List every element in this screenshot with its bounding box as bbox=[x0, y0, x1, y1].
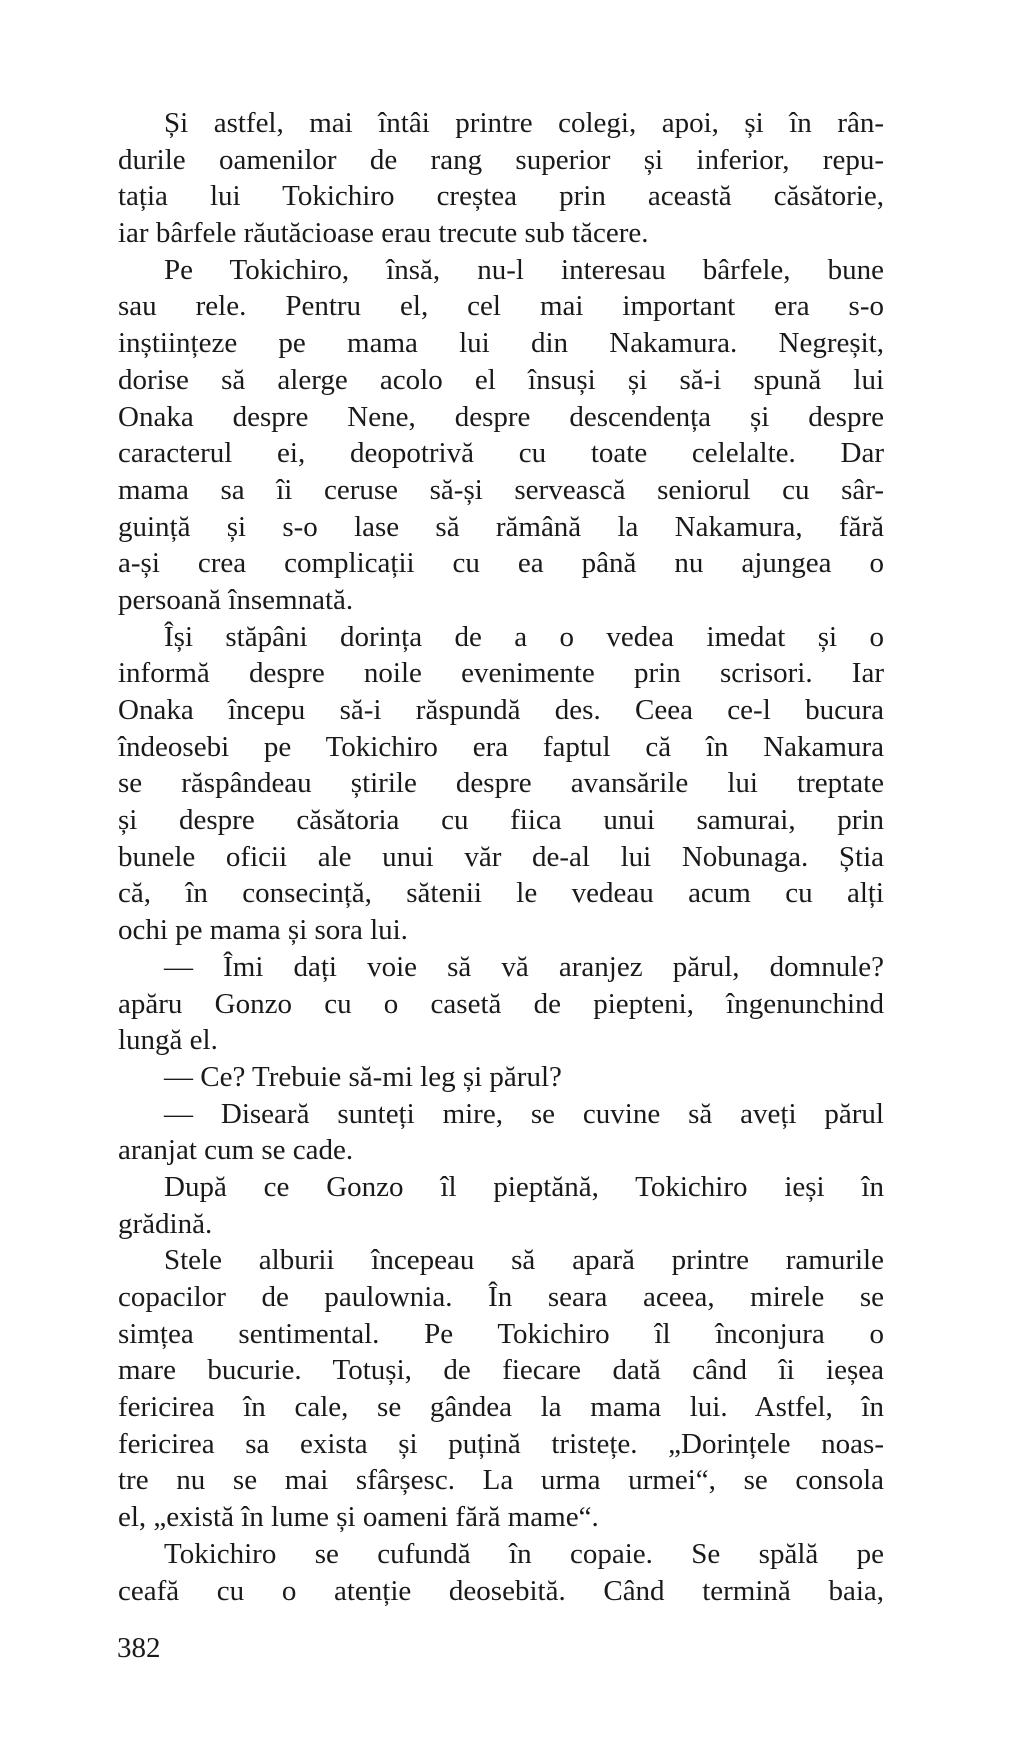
text-line: îndeosebi pe Tokichiro era faptul că în Nakamura bbox=[118, 730, 884, 763]
text-line: inștiințeze pe mama lui din Nakamura. Negreșit, bbox=[118, 327, 884, 360]
text-line: dorise să alerge acolo el însuși și să-i spună lui bbox=[118, 363, 884, 396]
text-line: el, „există în lume și oameni fără mame“. bbox=[118, 1501, 599, 1534]
text-line: Și astfel, mai întâi printre colegi, apoi, și în rân- bbox=[164, 107, 884, 139]
paragraph bbox=[118, 1096, 884, 1169]
text-line: ceafă cu o atenție deosebită. Când termină baia, bbox=[118, 1574, 884, 1607]
text-line: mare bucurie. Totuși, de fiecare dată când îi ieșea bbox=[118, 1354, 884, 1387]
text-line: bunele oficii ale unui văr de-al lui Nobunaga. Știa bbox=[118, 840, 884, 873]
text-line: — Ce? Trebuie să-mi leg și părul? bbox=[164, 1060, 562, 1093]
paragraph bbox=[118, 105, 884, 252]
text-line: caracterul ei, deopotrivă cu toate celelalte. Dar bbox=[118, 437, 884, 470]
paragraph bbox=[118, 1169, 884, 1242]
text-line: fericirea sa exista și puțină tristețe. „Dorințele noas- bbox=[118, 1427, 884, 1460]
text-line: apăru Gonzo cu o casetă de piepteni, îngenunchind bbox=[118, 987, 884, 1020]
text-line: guință și s-o lase să rămână la Nakamura, fără bbox=[118, 510, 884, 543]
text-line: Stele alburii începeau să apară printre ramurile bbox=[164, 1244, 884, 1277]
page-number: 382 bbox=[117, 1632, 161, 1664]
text-line: Pe Tokichiro, însă, nu-l interesau bârfele, bune bbox=[164, 253, 884, 286]
text-line: — Îmi dați voie să vă aranjez părul, domnule? bbox=[164, 950, 884, 983]
text-line: grădină. bbox=[118, 1207, 213, 1240]
text-line: aranjat cum se cade. bbox=[118, 1134, 354, 1167]
text-line: simțea sentimental. Pe Tokichiro îl înconjura o bbox=[118, 1317, 884, 1350]
text-line: — Diseară sunteți mire, se cuvine să aveți părul bbox=[164, 1097, 884, 1130]
text-line: persoană însemnată. bbox=[118, 583, 354, 616]
paragraph bbox=[118, 252, 884, 619]
text-line: ochi pe mama și sora lui. bbox=[118, 914, 408, 947]
text-line: tre nu se mai sfârșesc. La urma urmei“, se consola bbox=[118, 1464, 884, 1497]
text-line: tația lui Tokichiro creștea prin această căsătorie, bbox=[118, 180, 884, 213]
text-line: că, în consecință, sătenii le vedeau acum cu alți bbox=[118, 877, 884, 910]
text-line: mama sa îi ceruse să-și servească seniorul cu sâr- bbox=[118, 473, 884, 506]
paragraph bbox=[118, 1059, 884, 1096]
text-line: După ce Gonzo îl pieptănă, Tokichiro ieși în bbox=[164, 1170, 884, 1203]
text-line: se răspândeau știrile despre avansările lui treptate bbox=[118, 767, 884, 800]
text-line: copacilor de paulownia. În seara aceea, mirele se bbox=[118, 1281, 884, 1313]
text-line: Onaka începu să-i răspundă des. Ceea ce-l bucura bbox=[118, 694, 884, 726]
text-line: Își stăpâni dorința de a o vedea imedat și o bbox=[164, 620, 884, 653]
paragraph bbox=[118, 1242, 884, 1536]
text-line: lungă el. bbox=[118, 1024, 218, 1057]
paragraph bbox=[118, 949, 884, 1059]
page-body bbox=[118, 105, 884, 1609]
text-line: Onaka despre Nene, despre descendența și despre bbox=[118, 400, 884, 433]
text-line: Tokichiro se cufundă în copaie. Se spălă pe bbox=[164, 1537, 884, 1570]
text-line: informă despre noile evenimente prin scrisori. Iar bbox=[118, 657, 884, 690]
text-line: și despre căsătoria cu fiica unui samurai, prin bbox=[118, 804, 884, 837]
text-line: sau rele. Pentru el, cel mai important era s-o bbox=[118, 290, 884, 323]
paragraph bbox=[118, 619, 884, 949]
text-line: durile oamenilor de rang superior și inferior, repu- bbox=[118, 143, 884, 176]
text-line: iar bârfele răutăcioase erau trecute sub tăcere. bbox=[118, 217, 649, 250]
text-line: a-și crea complicații cu ea până nu ajungea o bbox=[118, 547, 884, 580]
text-line: fericirea în cale, se gândea la mama lui. Astfel, în bbox=[118, 1391, 884, 1424]
paragraph bbox=[118, 1536, 884, 1609]
